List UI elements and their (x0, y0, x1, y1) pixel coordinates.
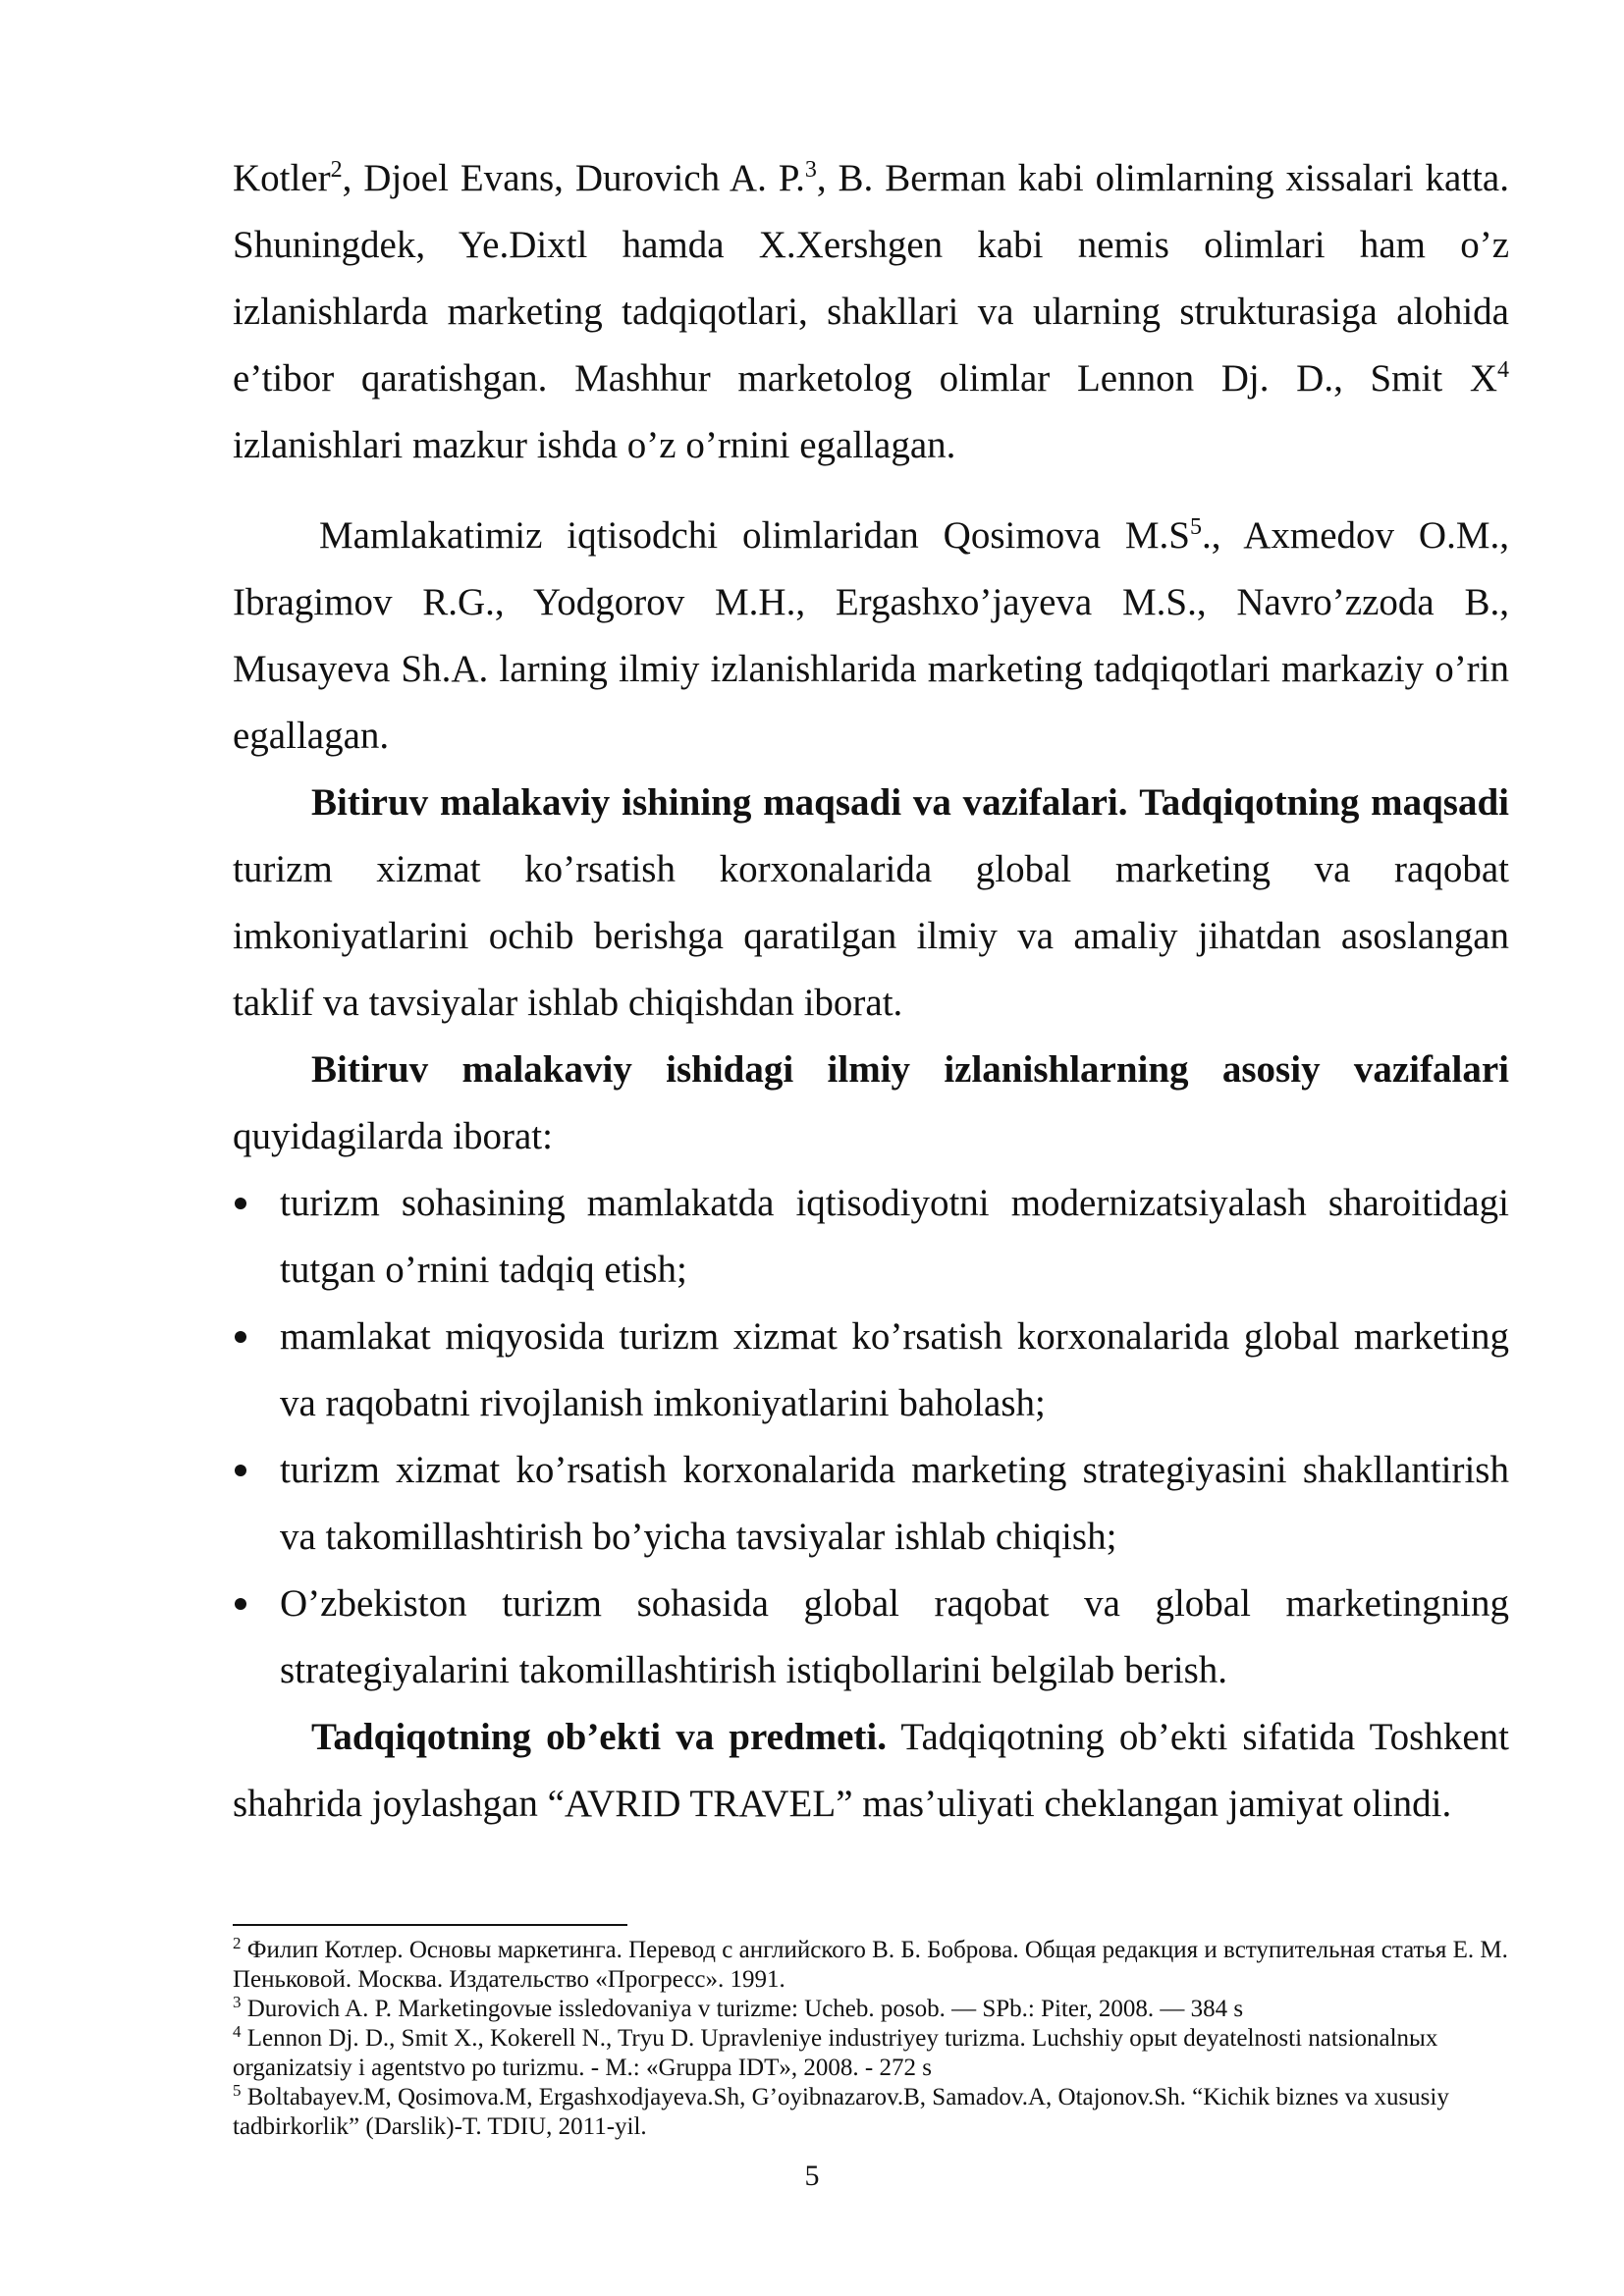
page-number: 5 (804, 2160, 820, 2192)
footnote-ref: 5 (1190, 514, 1202, 540)
bullet-icon (235, 1331, 246, 1343)
body-text (233, 145, 1509, 1838)
bullet-icon (235, 1465, 246, 1476)
paragraph-goal (233, 770, 1509, 1037)
list-item (233, 1571, 1509, 1704)
list-item-text: O’zbekiston turizm sohasida global raqobat va global marketingning strategiyalarini takomillashtirish istiqbollarini belgilab berish. (280, 1582, 1509, 1691)
paragraph-object (233, 1704, 1509, 1838)
task-list (233, 1170, 1509, 1704)
list-item (233, 1170, 1509, 1304)
footnote-number: 4 (233, 2022, 242, 2041)
footnote-text: Lennon Dj. D., Smit X., Kokerell N., Tryu D. Upravleniye industriyey turizma. Luchshiy opыt deyatelnosti natsionalnыx organizatsiy i agentstvo po turizmu. - M.: «Gruppa IDT», 2008. - 272 s (233, 2025, 1438, 2081)
paragraph-local-scholars (233, 503, 1509, 770)
list-item-text: mamlakat miqyosida turizm xizmat ko’rsatish korxonalarida global marketing va raqobatni rivojlanish imkoniyatlarini baholash; (280, 1315, 1509, 1424)
footnote-number: 3 (233, 1993, 242, 2011)
footnote (233, 2024, 1509, 2083)
paragraph-tasks-intro (233, 1037, 1509, 1170)
footnote (233, 1995, 1509, 2024)
text-span: Tadqiqotning ob’ekti sifatida Toshkent shahrida joylashgan “AVRID TRAVEL” mas’uliyati cheklangan jamiyat olindi. (233, 1716, 1510, 1825)
footnote (233, 1936, 1509, 1995)
footnote-ref: 4 (1497, 357, 1509, 383)
bullet-icon (235, 1198, 246, 1209)
list-item-text: turizm sohasining mamlakatda iqtisodiyotni modernizatsiyalash sharoitidagi tutgan o’rnini tadqiq etish; (280, 1182, 1509, 1291)
text-span: izlanishlari mazkur ishda o’z o’rnini egallagan. (233, 424, 956, 466)
text-span: turizm xizmat ko’rsatish korxonalarida global marketing va raqobat imkoniyatlarini ochib berishga qaratilgan ilmiy va amaliy jihatdan asoslangan taklif va tavsiyalar ishlab chiqishdan iborat. (233, 848, 1509, 1024)
section-heading: Tadqiqotning ob’ekti va predmeti. (311, 1716, 887, 1758)
text-span: ., Axmedov O.M., Ibragimov R.G., Yodgorov M.H., Ergashxo’jayeva M.S., Navro’zzoda B., Musayeva Sh.A. larning ilmiy izlanishlarida marketing tadqiqotlari markaziy o’rin egallagan. (233, 514, 1510, 757)
footnotes (233, 1936, 1509, 2142)
footnote (233, 2083, 1509, 2142)
text-span: quyidagilarda iborat: (233, 1115, 553, 1157)
footnote-number: 5 (233, 2081, 242, 2100)
section-heading: Tadqiqotning maqsadi (1139, 781, 1509, 824)
text-span: , B. Berman kabi olimlarning xissalari katta. Shuningdek, Ye.Dixtl hamda X.Xershgen kabi nemis olimlari ham o’z izlanishlarda marketing tadqiqotlari, shakllari va ularning strukturasiga alohida e’tibor qaratishgan. Mashhur marketolog olimlar Lennon Dj. D., Smit X (233, 157, 1509, 400)
section-heading: Bitiruv malakaviy ishidagi ilmiy izlanishlarning asosiy vazifalari (311, 1048, 1509, 1091)
list-item (233, 1437, 1509, 1571)
footnote-text: Boltabayev.M, Qosimova.M, Ergashxodjayeva.Sh, G’oyibnazarov.B, Samadov.A, Otajonov.Sh. “Kichik biznes va xususiy tadbirkorlik” (Darslik)-T. TDIU, 2011-yil. (233, 2084, 1449, 2140)
footnote-separator (233, 1924, 627, 1926)
bullet-icon (235, 1598, 246, 1610)
footnote-text: Филип Котлер. Основы маркетинга. Перевод с английского В. Б. Боброва. Общая редакция и вступительная статья Е. М. Пеньковой. Москва. Издательство «Прогресс». 1991. (233, 1937, 1508, 1993)
text-span: Mamlakatimiz iqtisodchi olimlaridan Qosimova M.S (319, 514, 1190, 557)
list-item (233, 1304, 1509, 1437)
paragraph-scholars (233, 145, 1509, 479)
text-span: Kotler (233, 157, 331, 199)
list-item-text: turizm xizmat ko’rsatish korxonalarida marketing strategiyasini shakllantirish va takomillashtirish bo’yicha tavsiyalar ishlab chiqish; (280, 1449, 1509, 1558)
text-span: , Djoel Evans, Durovich A. P. (342, 157, 805, 199)
footnote-ref: 2 (330, 157, 343, 183)
footnote-number: 2 (233, 1934, 242, 1952)
footnote-ref: 3 (804, 157, 817, 183)
section-heading: Bitiruv malakaviy ishining maqsadi va vazifalari. (311, 781, 1128, 824)
footnote-text: Durovich A. P. Marketingovыe issledovaniya v turizme: Ucheb. posob. — SPb.: Piter, 2008. — 384 s (246, 1996, 1244, 2022)
